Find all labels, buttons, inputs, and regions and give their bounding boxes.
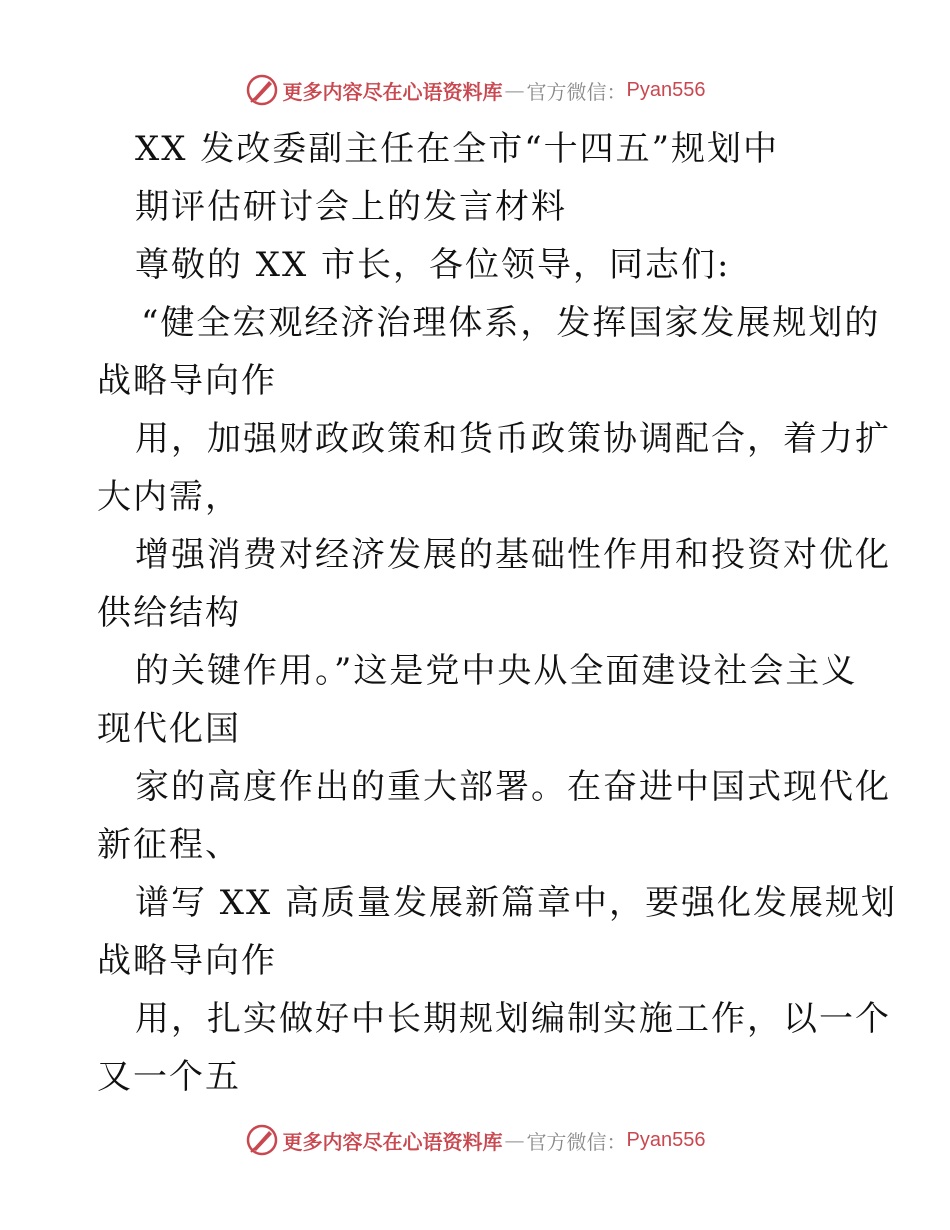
- text-line: 谱写 XX 高质量发展新篇章中，要强化发展规划: [135, 883, 898, 923]
- watermark-sub-text: 官方微信：: [526, 79, 627, 104]
- text-line: 家的高度作出的重大部署。在奋进中国式现代化: [135, 767, 891, 807]
- text-line: 用，扎实做好中长期规划编制实施工作，以一个: [135, 999, 891, 1039]
- salutation: 尊敬的 XX 市长，各位领导，同志们:: [135, 245, 731, 285]
- text-line: 战略导向作: [97, 941, 277, 981]
- footer-watermark: [0, 1120, 950, 1160]
- text-line: 又一个五: [97, 1057, 241, 1097]
- text-line: 用，加强财政政策和货币政策协调配合，着力扩: [135, 419, 891, 459]
- text-line: 的关键作用。”这是党中央从全面建设社会主义: [135, 651, 858, 691]
- text-line: 现代化国: [97, 709, 241, 749]
- document-body: [97, 120, 898, 1106]
- text-line: 供给结构: [97, 593, 241, 633]
- watermark-dash: —: [504, 1128, 525, 1152]
- watermark-dash: —: [504, 78, 525, 102]
- watermark-sub-text: 官方微信：: [526, 1129, 627, 1154]
- document-title-line-2: 期评估研讨会上的发言材料: [135, 187, 567, 227]
- text-line: 大内需，: [97, 477, 241, 517]
- text-line: 战略导向作: [97, 361, 277, 401]
- watermark-wechat-id: Pyan556: [626, 78, 706, 101]
- watermark-main-text: 更多内容尽在心语资料库: [282, 1129, 503, 1154]
- text-line: 新征程、: [97, 825, 241, 865]
- watermark-main-text: 更多内容尽在心语资料库: [282, 79, 503, 104]
- text-line: “健全宏观经济治理体系，发挥国家发展规划的: [141, 303, 881, 343]
- text-line: 增强消费对经济发展的基础性作用和投资对优化: [135, 535, 891, 575]
- watermark-wechat-id: Pyan556: [626, 1128, 706, 1151]
- header-watermark: [0, 70, 950, 110]
- document-title-line-1: XX 发改委副主任在全市“十四五”规划中: [135, 129, 779, 169]
- feather-pen-seal-icon: [245, 1123, 279, 1157]
- feather-pen-seal-icon: [245, 73, 279, 107]
